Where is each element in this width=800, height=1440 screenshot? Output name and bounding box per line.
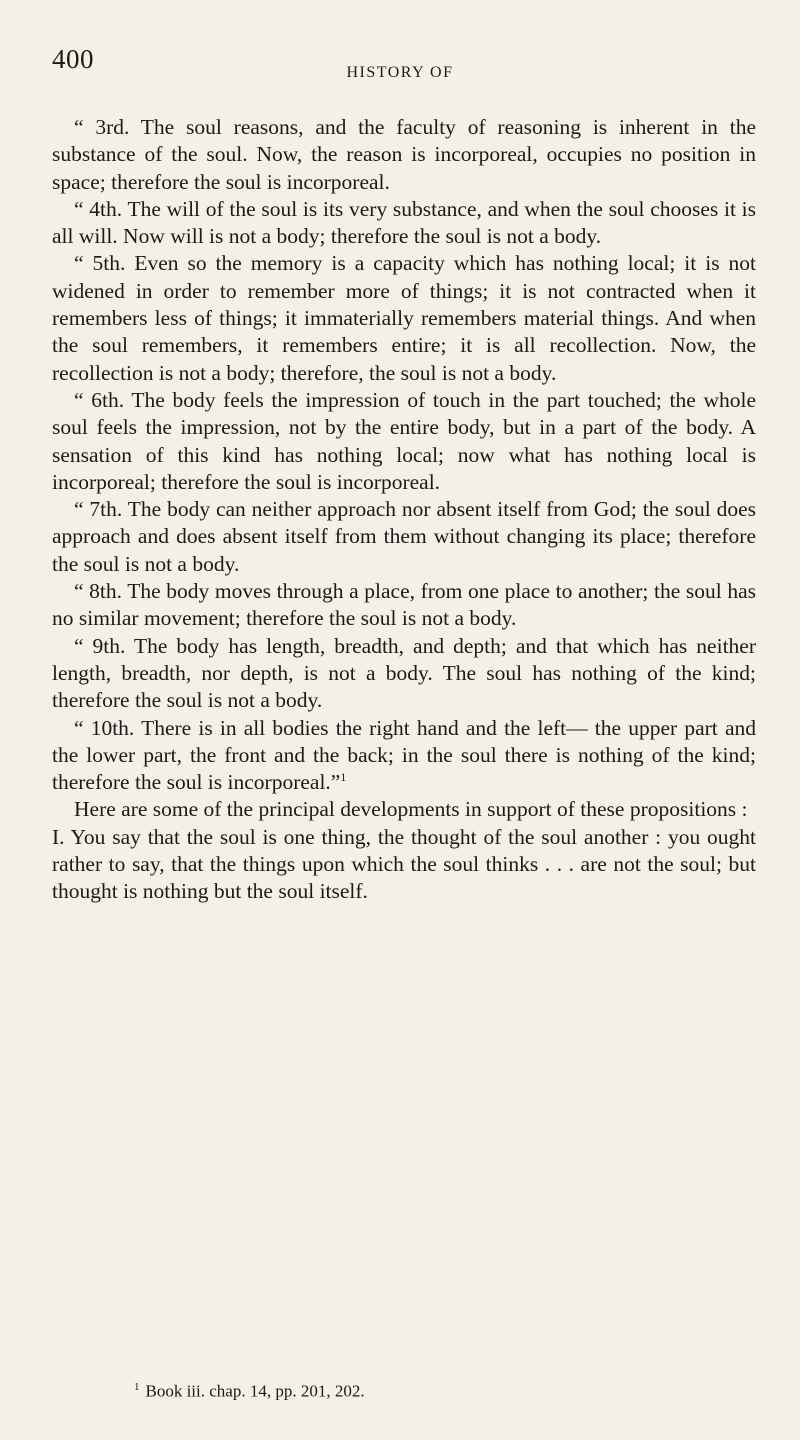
footnote-reference: 1 [340, 769, 347, 784]
running-head: HISTORY OF [346, 64, 454, 81]
paragraph-3rd: “ 3rd. The soul reasons, and the faculty of reasoning is inherent in the substance of the soul. Now, the reason is incorporeal, occupies no position in space; therefore the soul is incorporeal. [52, 115, 756, 194]
paragraph-10th-text: “ 10th. There is in all bodies the right hand and the left— the upper part and the lower part, the front and the back; in the soul there is nothing of the kind; therefore the soul is incorporeal.” [52, 715, 756, 795]
paragraph-10th [52, 715, 756, 797]
paragraph-7th: “ 7th. The body can neither approach nor absent itself from God; the soul does approach and does absent itself from them without changing its place; therefore the soul is not a body. [52, 497, 756, 576]
footnote [134, 1376, 774, 1403]
footnote-text: Book iii. chap. 14, pp. 201, 202. [145, 1381, 365, 1401]
paragraph-5th: “ 5th. Even so the memory is a capacity which has nothing local; it is not widened in order to remember more of things; it is not contracted when it remembers less of things; it immaterially remembers material things. And when the soul remembers, it remembers entire; it is all recollection. Now, the recollection is not a body; therefore, the soul is not a body. [52, 251, 756, 385]
paragraph-developments: Here are some of the principal developments in support of these propositions : [74, 797, 748, 822]
paragraph-6th: “ 6th. The body feels the impression of touch in the part touched; the whole soul feels the impression, not by the entire body, but in a part of the body. A sensation of this kind has nothing local; now what has nothing local is incorporeal; therefore the soul is incorporeal. [52, 387, 756, 494]
paragraph-proposition-i: I. You say that the soul is one thing, the thought of the soul another : you ought rather to say, that the things upon which the soul thinks . . . are not the soul; but thought is nothing but the soul itself. [52, 824, 756, 904]
paragraph-9th: “ 9th. The body has length, breadth, and depth; and that which has neither length, breadth, nor depth, is not a body. The soul has nothing of the kind; therefore the soul is not a body. [52, 633, 756, 713]
page-number: 400 [52, 44, 94, 74]
paragraph-8th: “ 8th. The body moves through a place, from one place to another; the soul has no similar movement; therefore the soul is not a body. [52, 579, 756, 631]
paragraph-4th: “ 4th. The will of the soul is its very substance, and when the soul chooses it is all will. Now will is not a body; therefore the soul is not a body. [52, 196, 756, 249]
body-text [52, 114, 756, 906]
footnote-marker: 1 [134, 1381, 140, 1393]
